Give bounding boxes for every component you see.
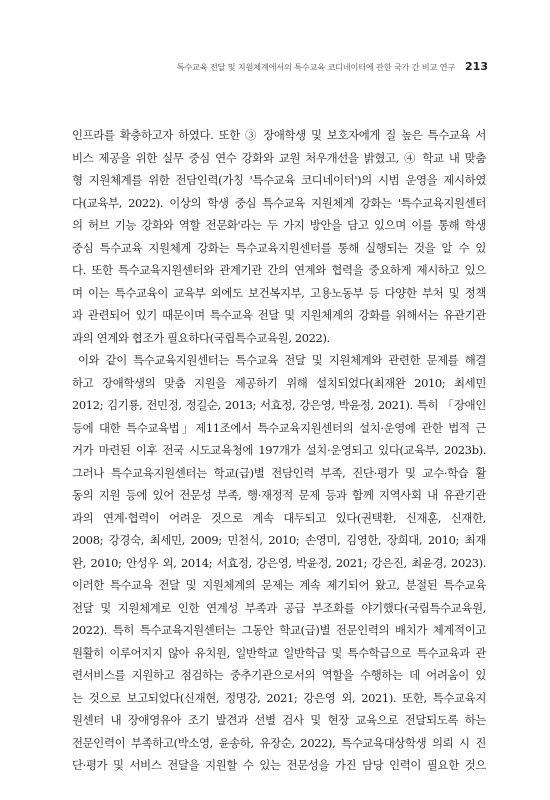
text-line: 동의 지원 등에 있어 전문성 부족, 행·재정적 문제 등과 함께 지역사회 내 유관기관 <box>72 488 486 502</box>
text-line: 전문인력이 부족하고(박소영, 윤송하, 유장순, 2022), 특수교육대상학생 의뢰 시 진 <box>72 735 486 750</box>
text-line: 단·평가 및 서비스 전달을 지원할 수 있는 전문성을 가진 담당 인력이 필요한 것으 <box>72 758 486 772</box>
text-line: 다. 또한 특수교육지원센터와 관계기관 간의 연계와 협력을 중요하게 제시하고 있으 <box>72 263 486 277</box>
text-line: 련서비스를 지원하고 점검하는 중추기관으로서의 역할을 수행하는 데 어려움이 있 <box>72 668 486 682</box>
text-line: 거가 마련된 이후 전국 시도교육청에 197개가 설치·운영되고 있다(교육부, 2023b). <box>72 443 486 457</box>
running-title: 특수교육 전달 및 지원체계에서의 특수교육 코디네이터에 관한 국가 간 비교 연구 <box>176 62 456 72</box>
text-line: 며 이는 특수교육이 교육부 외에도 보건복지부, 고용노동부 등 다양한 부처 및 정책 <box>72 285 486 300</box>
text-line: 다(교육부, 2022). 이상의 학생 중심 특수교육 지원체계 강화는 '특수교육지원센터 <box>72 195 486 210</box>
text-line: 원활히 이루어지지 않아 유치원, 일반학교 일반학급 및 특수학급으로 특수교육과 관 <box>72 645 486 660</box>
text-line: 비스 제공을 위한 실무 중심 연수 강화와 교원 처우개선을 밝혔고, ④ 학교 내 맞춤 <box>72 150 486 165</box>
body-text <box>72 124 486 777</box>
text-line: 전달 및 지원체계로 인한 연계성 부족과 공급 부조화를 야기했다(국립특수교육원, <box>72 600 486 615</box>
paragraph <box>72 124 486 349</box>
text-line: 2022). 특히 특수교육지원센터는 그동안 학교(급)별 전문인력의 배치가 체계적이고 <box>72 623 486 637</box>
text-line: 완, 2010; 안성우 외, 2014; 서효정, 강은영, 박윤정, 2021; 강은진, 최윤경, 2023). <box>72 555 486 570</box>
running-header <box>177 60 488 73</box>
text-line: 그러나 특수교육지원센터는 학교(급)별 전담인력 부족, 진단·평가 및 교수·학습 활 <box>72 465 486 480</box>
text-line: 의 허브 기능 강화와 역할 전문화'라는 두 가지 방안을 담고 있으며 이를 통해 학생 <box>72 218 486 232</box>
text-line: 과 관련되어 있기 때문이며 특수교육 전달 및 지원체계의 강화를 위해서는 유관기관 <box>72 308 486 322</box>
text-line: 2008; 강경숙, 최세민, 2009; 민천식, 2010; 손영미, 김영한, 장희대, 2010; 최재 <box>72 533 486 547</box>
text-line: 하고 장애학생의 맞춤 지원을 제공하기 위해 설치되었다(최재완 2010; 최세민 <box>72 375 486 390</box>
text-line: 원센터 내 장애영유아 조기 발견과 선별 검사 및 현장 교육으로 전달되도록 하는 <box>72 713 486 727</box>
paragraph <box>72 349 486 777</box>
text-line: 중심 특수교육 지원체계 강화는 특수교육지원센터를 통해 실행되는 것을 알 수 있 <box>72 240 486 255</box>
page-number: 213 <box>465 60 488 73</box>
text-line: 과의 연계·협력이 어려운 것으로 계속 대두되고 있다(권택환, 신재훈, 신재한, <box>72 510 486 525</box>
text-line: 등에 대한 특수교육법」제11조에서 특수교육지원센터의 설치·운영에 관한 법적 근 <box>72 420 486 435</box>
text-line: 2012; 김기룡, 전민정, 정길순, 2013; 서효정, 강은영, 박윤정, 2021). 특히 「장애인 <box>72 398 486 412</box>
text-line: 이러한 특수교육 전달 및 지원체계의 문제는 계속 제기되어 왔고, 분절된 특수교육 <box>72 578 486 592</box>
text-line: 형 지원체계를 위한 전담인력(가칭 '특수교육 코디네이터')의 시범 운영을 제시하였 <box>72 173 486 187</box>
text-line: 이와 같이 특수교육지원센터는 특수교육 전달 및 지원체계와 관련한 문제를 해결 <box>78 353 486 367</box>
text-line: 과의 연계와 협조가 필요하다(국립특수교육원, 2022). <box>72 330 330 345</box>
text-line: 인프라를 확충하고자 하였다. 또한 ③ 장애학생 및 보호자에게 질 높은 특수교육 서 <box>72 128 486 142</box>
text-line: 는 것으로 보고되었다(신재현, 정명강, 2021; 강은영 외, 2021). 또한, 특수교육지 <box>72 690 486 705</box>
